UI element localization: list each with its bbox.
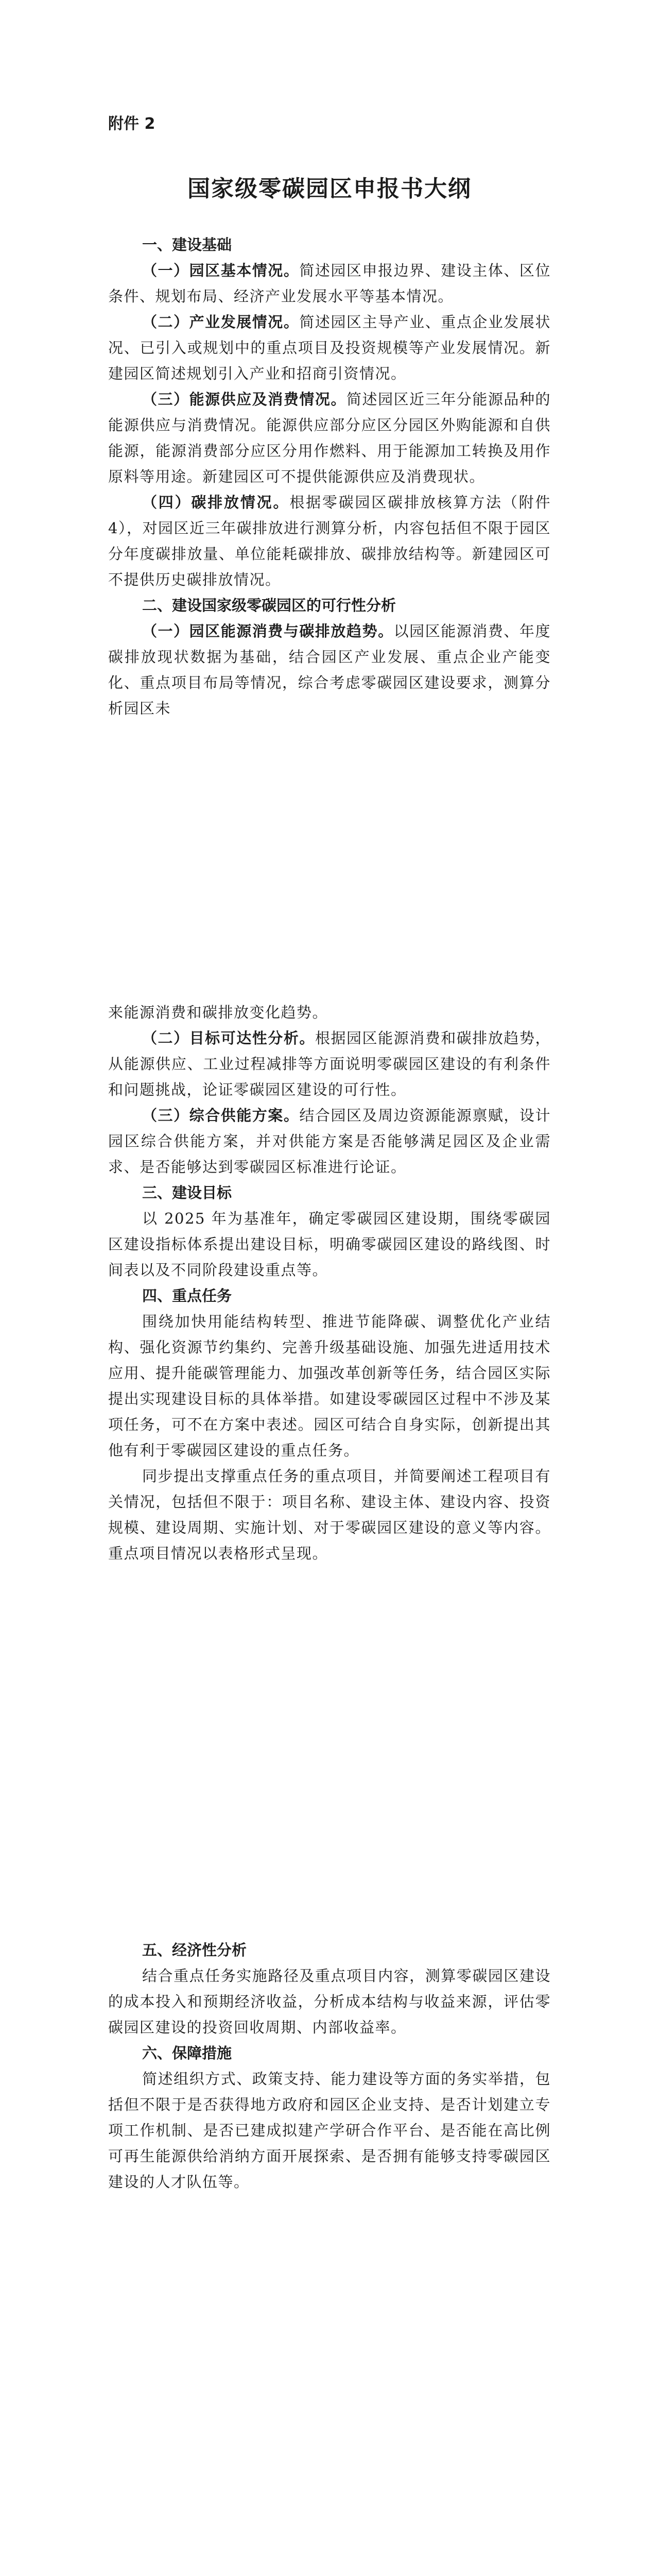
section-economics-and-guarantee	[108, 1937, 551, 2195]
section-heading: 五、经济性分析	[142, 1941, 247, 1959]
item-lead: （三）综合供能方案。	[142, 1107, 300, 1124]
item-text: 简述园区近三年分能源品种的能源供应与消费情况。能源供应部分应区分园区外购能源和自供能源，能源消费部分应区分用作燃料、用于能源加工转换及用作原料等用途。新建园区可不提供能源供应及消费现状。	[108, 391, 551, 485]
paragraph-economics: 结合重点任务实施路径及重点项目内容，测算零碳园区建设的成本投入和预期经济收益，分析成本结构与收益来源，评估零碳园区建设的投资回收周期、内部收益率。	[108, 1967, 551, 2036]
paragraph-energy	[108, 386, 551, 489]
item-lead: （一）园区基本情况。	[142, 262, 300, 279]
paragraph-guarantee: 简述组织方式、政策支持、能力建设等方面的务实举措，包括但不限于是否获得地方政府和园区企业支持、是否计划建立专项工作机制、是否已建成拟建产学研合作平台、是否能在高比例可再生能源供给消纳方面开展探索、是否拥有能够支持零碳园区建设的人才队伍等。	[108, 2070, 551, 2191]
paragraph-industry	[108, 309, 551, 386]
paragraph-trend-continuation: 来能源消费和碳排放变化趋势。	[108, 1004, 328, 1021]
item-lead: （一）园区能源消费与碳排放趋势。	[142, 622, 394, 640]
paragraph-goals: 以 2025 年为基准年，确定零碳园区建设期，围绕零碳园区建设指标体系提出建设目标，明确零碳园区建设的路线图、时间表以及不同阶段建设重点等。	[108, 1210, 551, 1279]
section-heading: 四、重点任务	[142, 1287, 232, 1304]
paragraph-energy-plan	[108, 1103, 551, 1180]
attachment-label-block	[108, 111, 551, 133]
item-lead: （三）能源供应及消费情况。	[142, 391, 347, 408]
item-text: 以园区能源消费、年度碳排放现状数据为基础，结合园区产业发展、重点企业产能变化、重点项目布局等情况，综合考虑零碳园区建设要求，测算分析园区未	[108, 622, 551, 717]
item-text: 根据零碳园区碳排放核算方法（附件 4），对园区近三年碳排放进行测算分析，内容包括但不限于园区分年度碳排放量、单位能耗碳排放、碳排放结构等。新建园区可不提供历史碳排放情况。	[108, 494, 551, 588]
paragraph-target-feasibility	[108, 1025, 551, 1103]
section-heading: 二、建设国家级零碳园区的可行性分析	[142, 597, 396, 614]
item-lead: （二）目标可达性分析。	[142, 1029, 315, 1047]
paragraph-trend	[108, 618, 551, 721]
section-heading: 六、保障措施	[142, 2044, 232, 2062]
attachment-label: 附件 2	[108, 115, 155, 133]
item-text: 结合园区及周边资源能源禀赋，设计园区综合供能方案，并对供能方案是否能够满足园区及企业需求、是否能够达到零碳园区标准进行论证。	[108, 1107, 551, 1176]
item-lead: （二）产业发展情况。	[142, 313, 300, 331]
item-lead: （四）碳排放情况。	[142, 494, 290, 511]
paragraph-basic-info	[108, 258, 551, 309]
title-block	[108, 170, 551, 203]
item-text: 根据园区能源消费和碳排放趋势，从能源供应、工业过程减排等方面说明零碳园区建设的有利条件和问题挑战，论证零碳园区建设的可行性。	[108, 1029, 551, 1098]
paragraph-carbon	[108, 489, 551, 592]
section-heading: 三、建设目标	[142, 1184, 232, 1201]
paragraph-projects: 同步提出支撑重点任务的重点项目，并简要阐述工程项目有关情况，包括但不限于：项目名称、建设主体、建设内容、投资规模、建设周期、实施计划、对于零碳园区建设的意义等内容。重点项目情况以表格形式呈现。	[108, 1467, 551, 1562]
section-construction-basis	[108, 232, 551, 721]
item-text: 简述园区主导产业、重点企业发展状况、已引入或规划中的重点项目及投资规模等产业发展情况。新建园区简述规划引入产业和招商引资情况。	[108, 313, 551, 382]
section-feasibility-continued	[108, 999, 551, 1566]
paragraph-tasks: 围绕加快用能结构转型、推进节能降碳、调整优化产业结构、强化资源节约集约、完善升级基础设施、加强先进适用技术应用、提升能碳管理能力、加强改革创新等任务，结合园区实际提出实现建设目标的具体举措。如建设零碳园区过程中不涉及某项任务，可不在方案中表述。园区可结合自身实际，创新提出其他有利于零碳园区建设的重点任务。	[108, 1313, 551, 1459]
section-heading: 一、建设基础	[142, 236, 232, 253]
item-text: 简述园区申报边界、建设主体、区位条件、规划布局、经济产业发展水平等基本情况。	[108, 262, 551, 305]
document-title: 国家级零碳园区申报书大纲	[187, 176, 472, 202]
